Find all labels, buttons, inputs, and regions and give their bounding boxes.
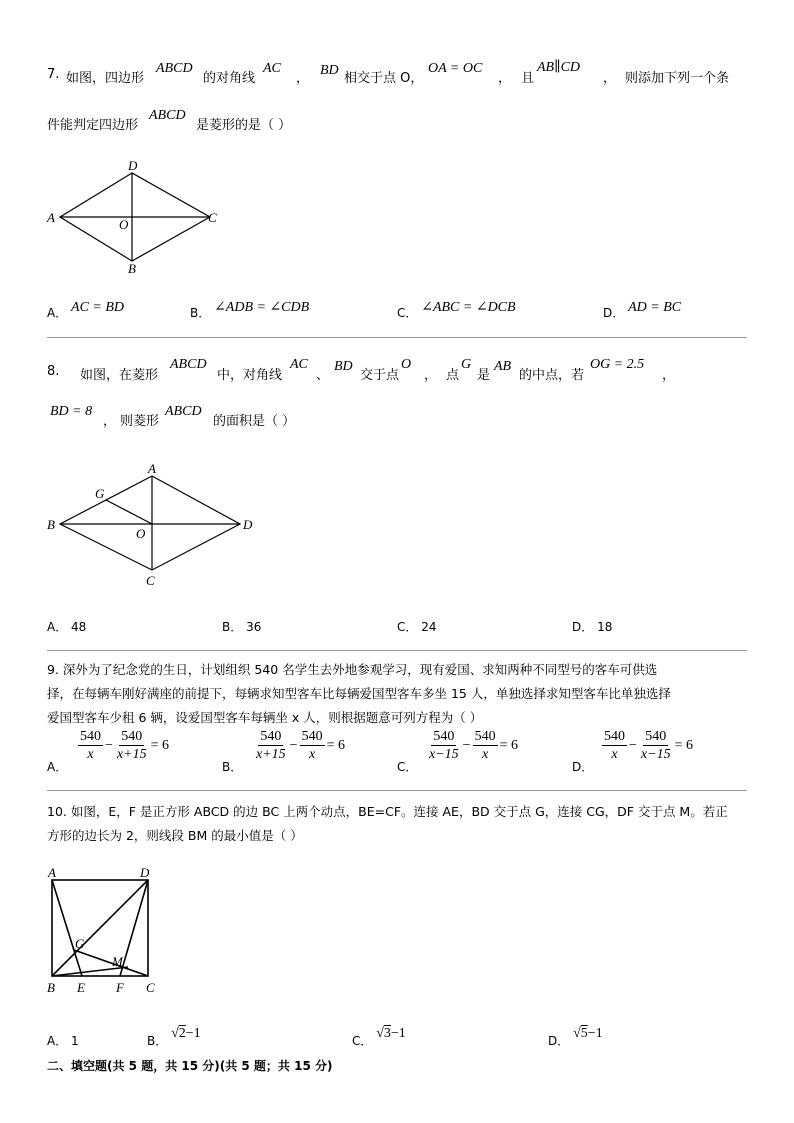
q7-math-abcd: ABCD [149, 108, 186, 123]
figure-label-c: C [146, 980, 155, 995]
divider [47, 337, 747, 338]
q8-text: 、 [316, 368, 330, 383]
q8-text: 的中点，若 [519, 368, 585, 383]
q7-text: ， [603, 71, 617, 86]
q8-math-abcd: ABCD [170, 357, 207, 372]
equation-rhs: = 6 [499, 737, 518, 753]
q9-option-c[interactable] [427, 728, 520, 763]
option-value: 48 [71, 620, 87, 634]
option-value: 36 [246, 620, 262, 634]
q7-math-oa-oc: OA = OC [428, 61, 483, 76]
q7-text: 则添加下列一个条 [625, 71, 730, 86]
minus-sign: − [105, 737, 113, 753]
q10-line-2: 方形的边长为 2，则线段 BM 的最小值是（ ） [47, 828, 303, 843]
q7-math-ab-parallel-cd: AB∥CD [537, 60, 581, 75]
q8-option-d[interactable] [572, 618, 612, 635]
fraction: $\frac{540}{x+15}$ [256, 729, 286, 762]
figure-label-c: C [146, 573, 155, 588]
figure-label-o: O [119, 217, 129, 232]
equation-rhs: = 6 [326, 737, 345, 753]
q7-option-a[interactable] [47, 300, 125, 322]
divider [47, 650, 747, 651]
figure-label-d: D [243, 517, 253, 532]
q8-text: 则菱形 [120, 414, 160, 429]
option-math: ∠ADB = ∠CDB [214, 300, 310, 315]
figure-label-g: G [95, 486, 105, 501]
option-letter: C． [397, 306, 418, 320]
q10-option-b[interactable] [147, 1026, 201, 1050]
divider [47, 790, 747, 791]
option-math: AD = BC [628, 300, 682, 315]
q9-option-b-letter: B． [222, 760, 243, 774]
figure-label-c: C [208, 210, 217, 225]
q9-option-d[interactable] [602, 728, 695, 763]
q8-text: 点 [446, 368, 460, 383]
figure-label-d: D [140, 866, 150, 880]
fraction: $\frac{540}{x+15}$ [116, 729, 147, 762]
q7-number: 7. [47, 67, 60, 82]
q7-option-c[interactable] [397, 300, 516, 322]
q9-line-3: 爱国型客车少租 6 辆，设爱国型客车每辆坐 x 人，则根据题意可列方程为（ ） [47, 710, 483, 725]
q8-math-bd: BD [334, 359, 353, 374]
q7-option-b[interactable] [190, 300, 310, 322]
figure-label-m: M [112, 954, 123, 969]
figure-label-b: B [128, 261, 136, 276]
q7-text: 是菱形的是（ ） [196, 118, 292, 133]
q8-math-ac: AC [290, 357, 308, 372]
q10-option-a[interactable] [47, 1032, 79, 1049]
option-math: √3−1 [376, 1026, 406, 1041]
q7-text: 的对角线 [203, 71, 256, 86]
option-letter: D． [548, 1034, 570, 1048]
option-letter: A． [47, 1034, 68, 1048]
q8-math-bd-value: BD = 8 [50, 404, 93, 419]
fraction: $\frac{540}{x}$ [474, 729, 496, 762]
q9-line-1: 9. 深外为了纪念党的生日，计划组织 540 名学生去外地参观学习，现有爱国、求知两种不同型号的客车可供选 [47, 662, 658, 677]
option-letter: A． [47, 306, 68, 320]
q8-text: ， [424, 368, 438, 383]
q10-line-1: 10. 如图，E，F 是正方形 ABCD 的边 BC 上两个动点，BE=CF。连接 AE，BD 交于点 G，连接 CG，DF 交于点 M。若正 [47, 804, 728, 819]
q7-math-abcd: ABCD [156, 61, 193, 76]
option-letter: B． [147, 1034, 168, 1048]
q8-text: 如图，在菱形 [80, 368, 159, 383]
option-letter: A． [47, 620, 68, 634]
q8-text: ， [662, 368, 676, 383]
fraction: $\frac{540}{x}$ [301, 729, 323, 762]
q7-text: 如图，四边形 [66, 71, 145, 86]
option-value: 1 [71, 1034, 79, 1048]
figure-label-b: B [47, 980, 55, 995]
minus-sign: − [462, 737, 471, 753]
q7-rhombus-figure [40, 155, 230, 280]
fraction: $\frac{540}{x}$ [80, 729, 101, 762]
q7-option-d[interactable] [603, 300, 682, 322]
equation-rhs: = 6 [150, 737, 169, 753]
figure-label-g: G [75, 936, 85, 951]
q7-math-bd: BD [320, 63, 339, 78]
q8-text: 交于点 [360, 368, 400, 383]
q9-line-2: 择，在每辆车刚好满座的前提下，每辆求知型客车比每辆爱国型客车多坐 15 人，单独选择求知型客车比单独选择 [47, 686, 671, 701]
section-heading: 二、填空题(共 5 题，共 15 分)(共 5 题；共 15 分) [47, 1059, 333, 1073]
option-value: 24 [421, 620, 437, 634]
q9-option-c-letter: C． [397, 760, 418, 774]
q10-square-figure [40, 866, 170, 1000]
q8-option-b[interactable] [222, 618, 261, 635]
option-letter: B． [190, 306, 211, 320]
fraction: $\frac{540}{x}$ [604, 729, 625, 762]
fraction: $\frac{540}{x-15}$ [429, 729, 459, 762]
q9-option-d-letter: D． [572, 760, 594, 774]
q8-option-a[interactable] [47, 618, 86, 635]
q7-math-ac: AC [263, 61, 281, 76]
q8-math-abcd: ABCD [165, 404, 202, 419]
q8-text: 中，对角线 [217, 368, 283, 383]
minus-sign: − [629, 737, 637, 753]
q8-math-ab: AB [494, 359, 512, 374]
option-letter: B． [222, 620, 243, 634]
q8-text: 的面积是（ ） [213, 414, 296, 429]
option-math: √5−1 [573, 1026, 603, 1041]
option-letter: D． [572, 620, 594, 634]
figure-label-e: E [77, 980, 85, 995]
option-letter: C． [352, 1034, 373, 1048]
figure-label-o: O [136, 526, 146, 541]
q8-math-og: OG = 2.5 [590, 357, 645, 372]
option-math: ∠ABC = ∠DCB [421, 300, 516, 315]
q8-text: 是 [477, 368, 491, 383]
option-value: 18 [597, 620, 613, 634]
q7-text: 相交于点 O， [344, 71, 424, 86]
option-math: AC = BD [71, 300, 125, 315]
figure-label-d: D [128, 158, 138, 173]
figure-label-a: A [47, 210, 55, 225]
q9-option-a[interactable] [78, 728, 171, 763]
q7-text: ， [296, 71, 310, 86]
figure-label-a: A [48, 866, 56, 880]
q7-text: 且 [521, 71, 535, 86]
minus-sign: − [289, 737, 298, 753]
figure-label-b: B [47, 517, 55, 532]
q8-math-g: G [461, 357, 472, 372]
q9-option-a-letter: A． [47, 760, 68, 774]
figure-label-a: A [148, 461, 156, 476]
equation-rhs: = 6 [674, 737, 693, 753]
q8-number: 8. [47, 364, 60, 379]
q8-option-c[interactable] [397, 618, 437, 635]
option-letter: C． [397, 620, 418, 634]
q9-option-b[interactable] [254, 728, 347, 763]
q7-text: 件能判定四边形 [47, 118, 139, 133]
q10-option-d[interactable] [548, 1026, 603, 1050]
q8-text: ， [103, 414, 117, 429]
q8-rhombus-figure [40, 458, 270, 593]
option-letter: D． [603, 306, 625, 320]
q8-math-o: O [401, 357, 412, 372]
q7-text: ， [498, 71, 512, 86]
figure-label-f: F [116, 980, 124, 995]
fraction: $\frac{540}{x-15}$ [640, 729, 671, 762]
q10-option-c[interactable] [352, 1026, 406, 1050]
option-math: √2−1 [171, 1026, 201, 1041]
